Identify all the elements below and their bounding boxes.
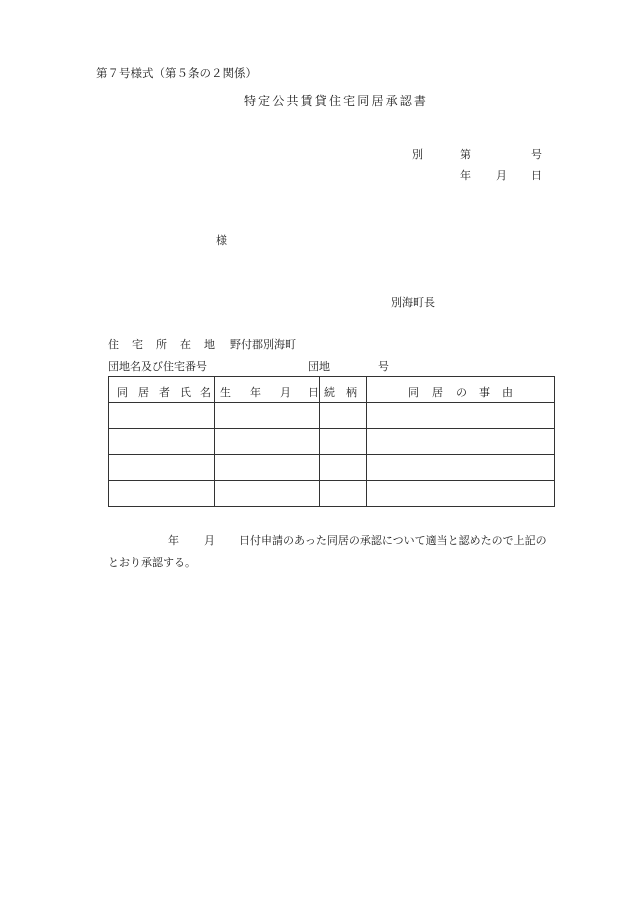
cell-name[interactable] (109, 455, 215, 481)
address-label-char: 所 (156, 338, 167, 351)
header-char: 月 (280, 386, 291, 399)
issuer-name: 別海町長 (391, 296, 435, 309)
document-number-suffix: 号 (531, 148, 542, 161)
column-header-relationship (320, 377, 367, 403)
header-char: 居 (138, 386, 149, 399)
document-number-dai: 第 (460, 148, 471, 161)
approval-text-line2: とおり承認する。 (108, 556, 196, 569)
address-value: 野付郡別海町 (230, 338, 296, 351)
header-char: 居 (432, 386, 443, 399)
cell-birthdate[interactable] (215, 481, 320, 507)
approval-text-line1: 日付申請のあった同居の承認について適当と認めたので上記の (239, 534, 547, 547)
cell-reason[interactable] (367, 481, 555, 507)
header-char: 続 (324, 386, 335, 399)
table-row (109, 403, 555, 429)
cell-reason[interactable] (367, 403, 555, 429)
house-number-suffix: 号 (378, 360, 389, 373)
address-label-char: 宅 (132, 338, 143, 351)
cell-name[interactable] (109, 403, 215, 429)
document-title: 特定公共賃貸住宅同居承認書 (244, 94, 429, 108)
header-char: 生 (220, 386, 231, 399)
column-header-name (109, 377, 215, 403)
danchi-suffix: 団地 (308, 360, 330, 373)
danchi-line (108, 361, 408, 375)
header-char: 名 (200, 386, 211, 399)
cell-relationship[interactable] (320, 429, 367, 455)
document-number (412, 149, 542, 163)
table-row (109, 481, 555, 507)
cell-relationship[interactable] (320, 481, 367, 507)
header-char: 者 (159, 386, 170, 399)
date-day: 日 (531, 169, 542, 182)
address-line (108, 339, 368, 353)
cell-name[interactable] (109, 429, 215, 455)
cell-birthdate[interactable] (215, 455, 320, 481)
cohabitant-table (108, 376, 555, 507)
date-month: 月 (496, 169, 507, 182)
document-number-prefix: 別 (412, 148, 423, 161)
header-char: 由 (502, 386, 513, 399)
document-date (460, 170, 542, 184)
table-row (109, 455, 555, 481)
table-header-row (109, 377, 555, 403)
column-header-birthdate (215, 377, 320, 403)
approval-statement (108, 535, 568, 549)
cell-relationship[interactable] (320, 455, 367, 481)
cell-reason[interactable] (367, 455, 555, 481)
cell-name[interactable] (109, 481, 215, 507)
header-char: 氏 (180, 386, 191, 399)
header-char: 年 (250, 386, 261, 399)
cell-reason[interactable] (367, 429, 555, 455)
address-label-char: 在 (180, 338, 191, 351)
danchi-label: 団地名及び住宅番号 (108, 360, 207, 373)
approval-year: 年 (168, 534, 179, 547)
header-char: 柄 (346, 386, 357, 399)
header-char: 事 (479, 386, 490, 399)
header-char: 日 (308, 386, 319, 399)
approval-month: 月 (204, 534, 215, 547)
form-number: 第７号様式（第５条の２関係） (96, 66, 257, 80)
header-char: の (456, 386, 467, 399)
table-row (109, 429, 555, 455)
header-char: 同 (117, 386, 128, 399)
address-label-char: 住 (108, 338, 119, 351)
address-label-char: 地 (204, 338, 215, 351)
cell-birthdate[interactable] (215, 403, 320, 429)
column-header-reason (367, 377, 555, 403)
addressee-suffix: 様 (216, 234, 227, 247)
header-char: 同 (408, 386, 419, 399)
date-year: 年 (460, 169, 471, 182)
cell-relationship[interactable] (320, 403, 367, 429)
cell-birthdate[interactable] (215, 429, 320, 455)
